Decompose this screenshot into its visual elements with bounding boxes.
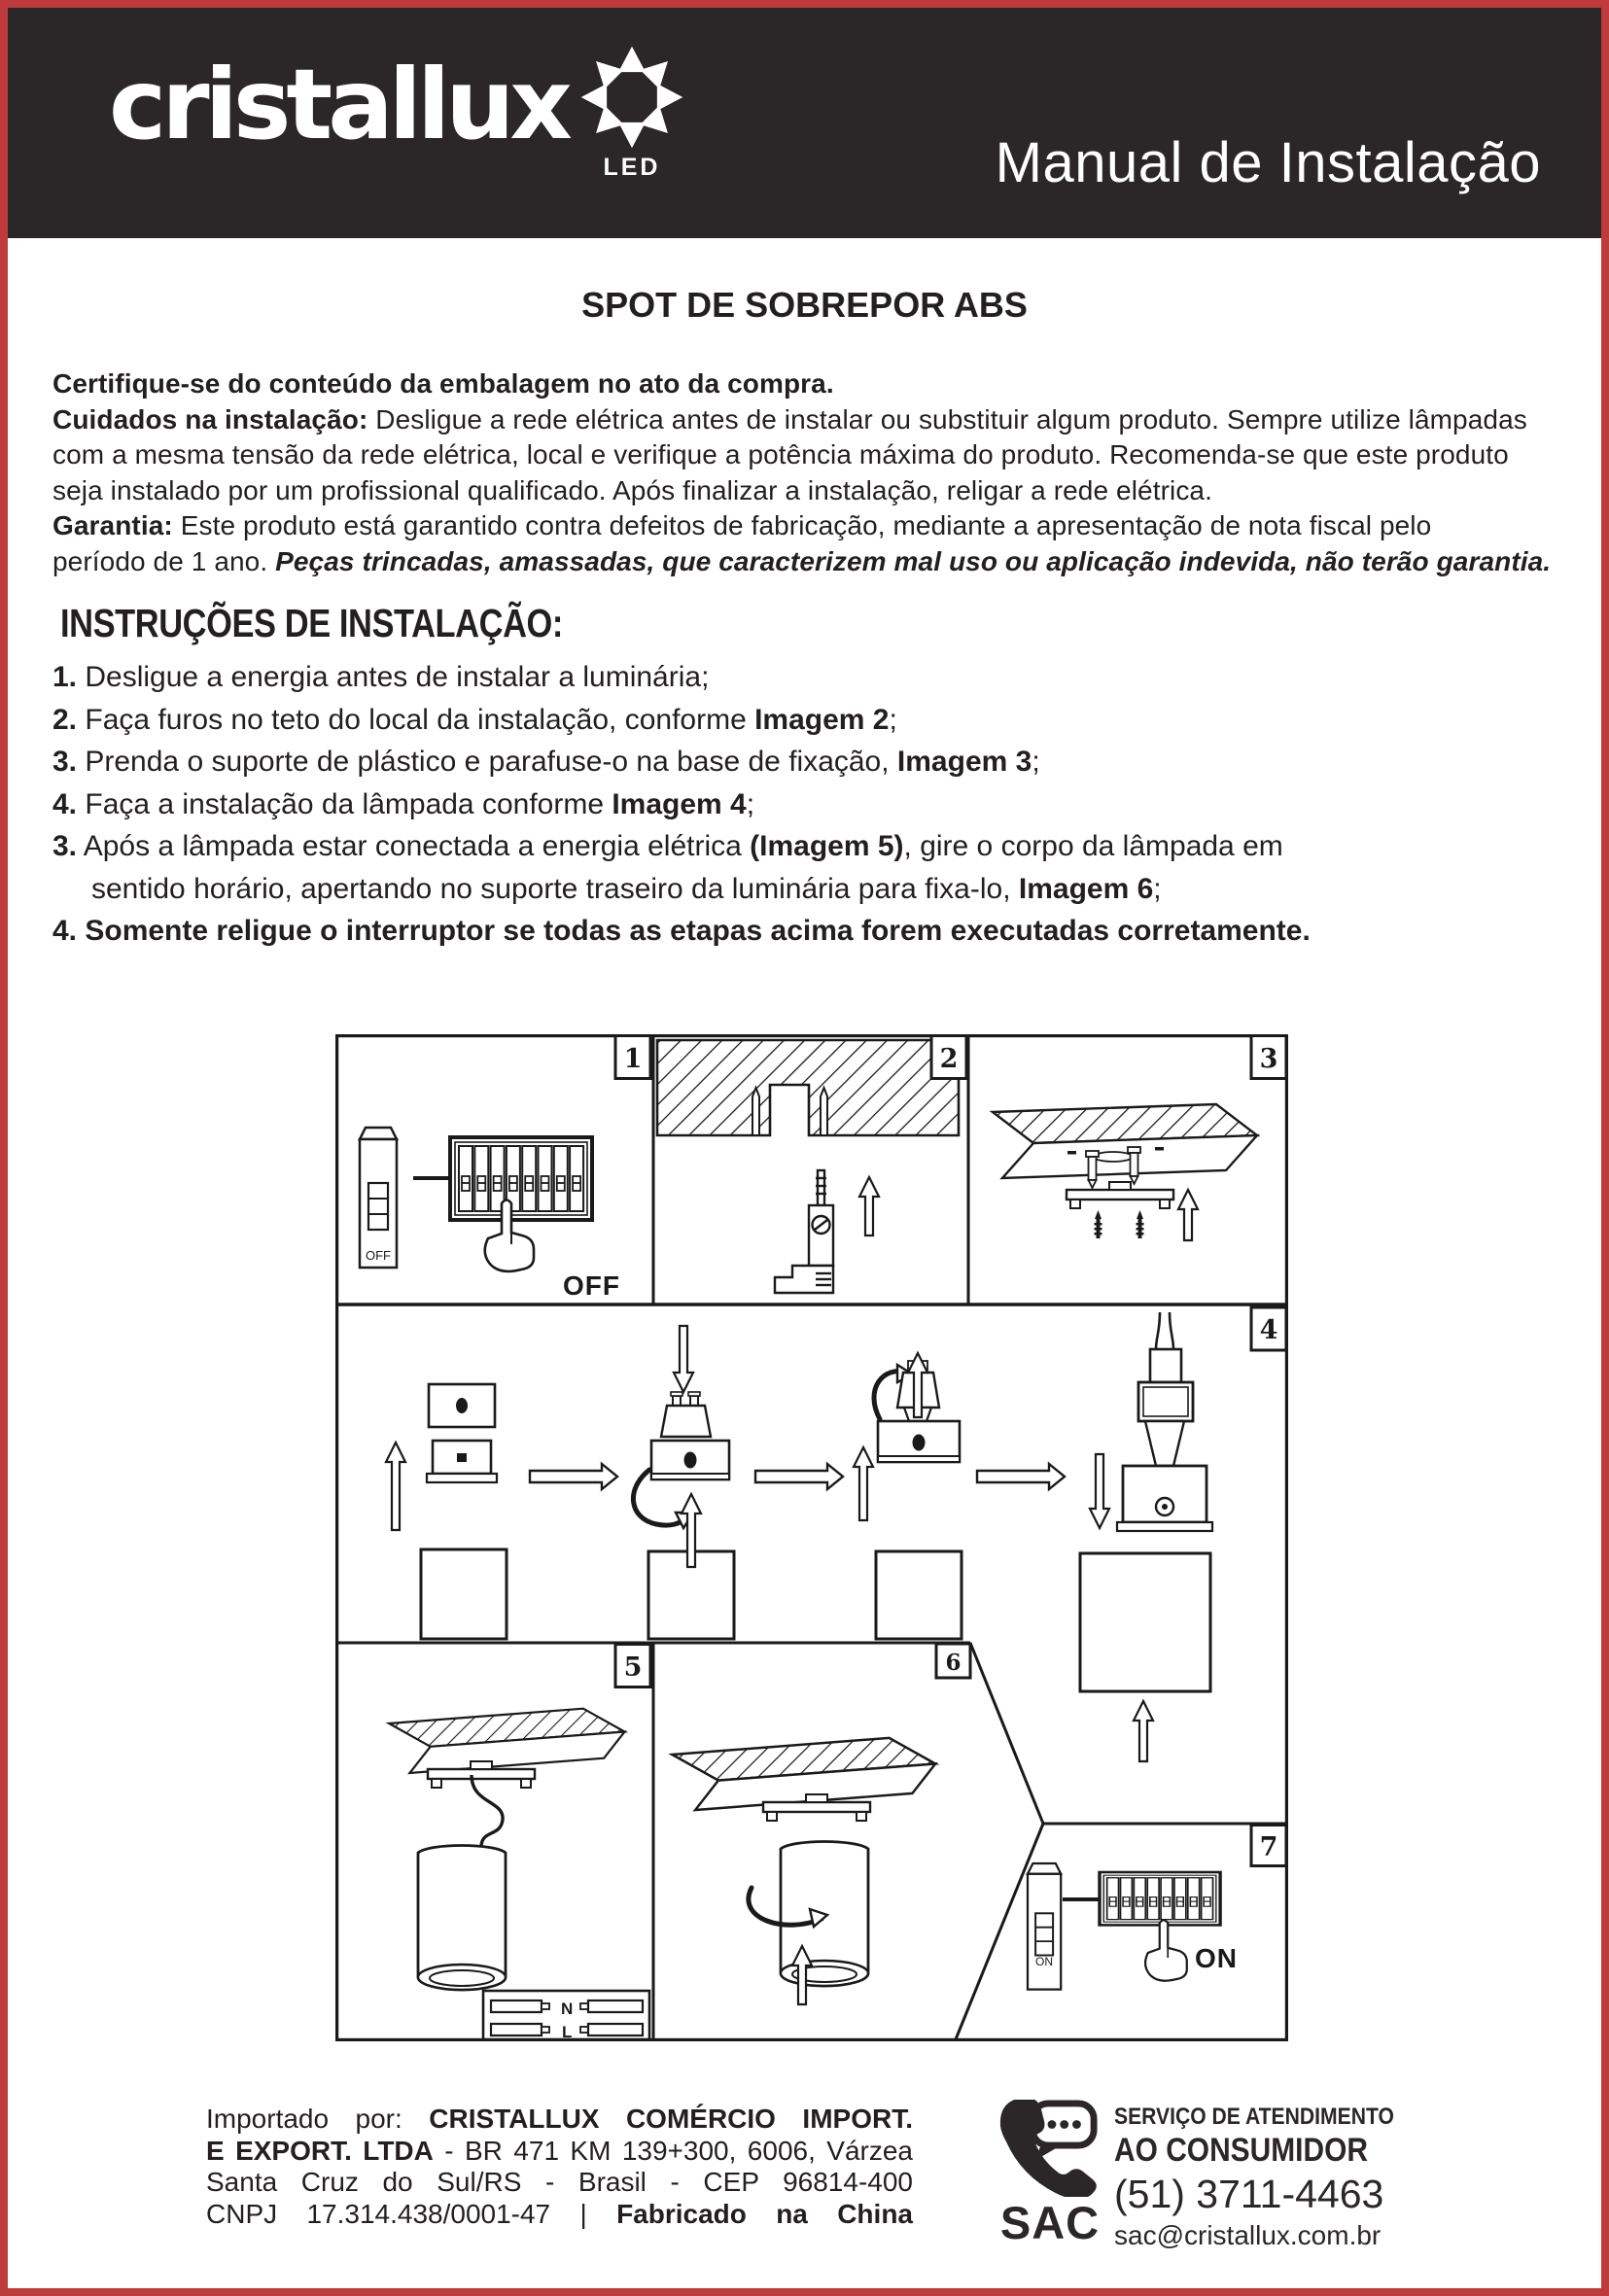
line-wire-label: L [562, 2023, 573, 2041]
importer-run: E EXPORT. LTDA [206, 2135, 434, 2166]
intro-run: período de 1 ano. [52, 545, 276, 576]
step-run: Imagem 4 [612, 787, 747, 820]
up-arrow-icon [1178, 1190, 1198, 1240]
sac-label: SAC [999, 2197, 1101, 2248]
importer-run: - BR 471 KM 139+300, 6006, Várzea [433, 2135, 913, 2166]
step-run: sentido horário, apertando no suporte traseiro da luminária para fixa-lo, [91, 872, 1019, 905]
sac-line-1: SERVIÇO DE ATENDIMENTO [1114, 2104, 1394, 2130]
step-line [52, 868, 1601, 911]
intro-run: Certifique-se do conteúdo da embalagem no ato da compra. [52, 368, 834, 399]
step-run: Desligue a energia antes de instalar a luminária; [77, 661, 710, 693]
step-number: 3. [52, 830, 78, 862]
header-bar [8, 8, 1601, 238]
step-number: 2. [52, 703, 78, 736]
diagram-panel-1 [360, 1128, 620, 1301]
installation-diagram [335, 1034, 1288, 2041]
panel-label-6: 6 [945, 1650, 962, 1676]
diagram-panel-7 [1028, 1863, 1238, 1990]
sac-line-2: AO CONSUMIDOR [1114, 2132, 1368, 2169]
step-run: Imagem 6 [1018, 872, 1154, 905]
importer-run: Santa Cruz do Sul/RS - Brasil - CEP 96814-400 [206, 2167, 913, 2198]
panel-label-7: 7 [1259, 1832, 1278, 1862]
step-run: Faça furos no teto do local da instalação, conforme [77, 703, 755, 736]
step-run: (Imagem 5) [750, 830, 904, 862]
off-text: OFF [563, 1270, 620, 1301]
instructions-heading: INSTRUÇÕES DE INSTALAÇÃO: [60, 601, 563, 645]
intro-run: com a mesma tensão da rede elétrica, local e verifique a potência máxima do produto. Recomenda-se que este produto [52, 439, 1509, 470]
step-number: 3. [52, 746, 78, 778]
importer-line [206, 2199, 913, 2231]
step-run: Imagem 3 [896, 746, 1032, 778]
step-run: Após a lâmpada estar conectada a energia elétrica [77, 830, 751, 862]
instructions-steps [52, 656, 1601, 953]
step-run: ; [1032, 746, 1040, 778]
step-line [52, 910, 1601, 953]
panel-label-1: 1 [623, 1044, 643, 1074]
intro-run: Peças trincadas, amassadas, que caracterizem mal uso ou aplicação indevida, não terão garantia. [275, 545, 1552, 576]
step-run: ; [1153, 872, 1162, 905]
installation-diagram-svg [335, 1034, 1288, 2041]
importer-line [206, 2167, 913, 2199]
step-line [52, 741, 1601, 783]
step-run: , gire o corpo da lâmpada em [903, 830, 1283, 862]
importer-line [206, 2136, 913, 2168]
manual-title: Manual de Instalação [995, 131, 1541, 194]
gem-star-icon [577, 43, 686, 152]
diagram-panel-4 [386, 1312, 1212, 1761]
intro-run: Garantia: [52, 510, 173, 540]
diagram-panel-6 [672, 1738, 935, 2004]
phone-support-icon [993, 2100, 1107, 2197]
importer-info [206, 2104, 913, 2230]
intro-line [52, 508, 1601, 544]
breaker-on-label: ON [1035, 1955, 1053, 1968]
step-run: Imagem 2 [754, 703, 890, 736]
importer-run: CRISTALLUX COMÉRCIO IMPORT. [429, 2104, 913, 2134]
brand-led-label: LED [603, 154, 661, 181]
panel-label-2: 2 [939, 1044, 959, 1074]
step-number: 1. [52, 661, 78, 693]
neutral-wire-label: N [561, 2000, 574, 2018]
intro-line [52, 402, 1601, 438]
brand-wordmark: cristallux [109, 48, 568, 161]
brand-mark [577, 43, 686, 182]
importer-run: Importado por: [206, 2104, 430, 2134]
step-run: Somente religue o interruptor se todas as etapas acima forem executadas corretamente. [77, 915, 1311, 947]
importer-run: CNPJ 17.314.438/0001-47 | [206, 2198, 617, 2229]
intro-run: Cuidados na instalação: [52, 403, 368, 435]
diagram-panel-5 [389, 1709, 649, 2041]
intro-line [52, 544, 1601, 580]
sac-block [992, 2100, 1108, 2249]
step-run: Faça a instalação da lâmpada conforme [77, 787, 612, 820]
intro-line [52, 473, 1601, 509]
importer-run: Fabricado na China [616, 2198, 913, 2229]
intro-line [52, 366, 1601, 402]
step-run: ; [746, 787, 755, 820]
diagram-panel-2 [657, 1040, 959, 1293]
diagram-panel-3 [993, 1104, 1257, 1240]
panel-label-5: 5 [623, 1652, 643, 1683]
intro-run: Desligue a rede elétrica antes de instalar ou substituir algum produto. Sempre utilize lâmpadas [367, 403, 1527, 435]
screwdriver-icon [775, 1170, 833, 1293]
step-line [52, 783, 1601, 826]
on-text: ON [1195, 1943, 1238, 1973]
step-number: 4. [52, 915, 78, 947]
step-line [52, 699, 1601, 742]
product-title: SPOT DE SOBREPOR ABS [581, 285, 1028, 325]
intro-text [52, 366, 1601, 579]
up-arrow-icon [859, 1177, 879, 1235]
sac-email: sac@cristallux.com.br [1114, 2220, 1382, 2250]
step-line [52, 825, 1601, 868]
importer-line [206, 2104, 913, 2136]
panel-label-4: 4 [1259, 1315, 1278, 1345]
intro-line [52, 437, 1601, 473]
wire-terminals [483, 1991, 649, 2041]
step-run: Prenda o suporte de plástico e parafuse-o na base de fixação, [77, 746, 897, 778]
breaker-off-label: OFF [366, 1248, 391, 1263]
panel-label-3: 3 [1259, 1044, 1278, 1074]
step-line [52, 656, 1601, 699]
intro-run: seja instalado por um profissional qualificado. Após finalizar a instalação, religar a rede elétrica. [52, 474, 1212, 505]
brand-logo [109, 37, 686, 182]
step-number: 4. [52, 787, 78, 820]
sac-contact [1114, 2104, 1432, 2251]
intro-run: Este produto está garantido contra defeitos de fabricação, mediante a apresentação de nota fiscal pelo [172, 510, 1432, 540]
step-run: ; [889, 703, 897, 736]
sac-phone: (51) 3711-4463 [1114, 2172, 1384, 2216]
